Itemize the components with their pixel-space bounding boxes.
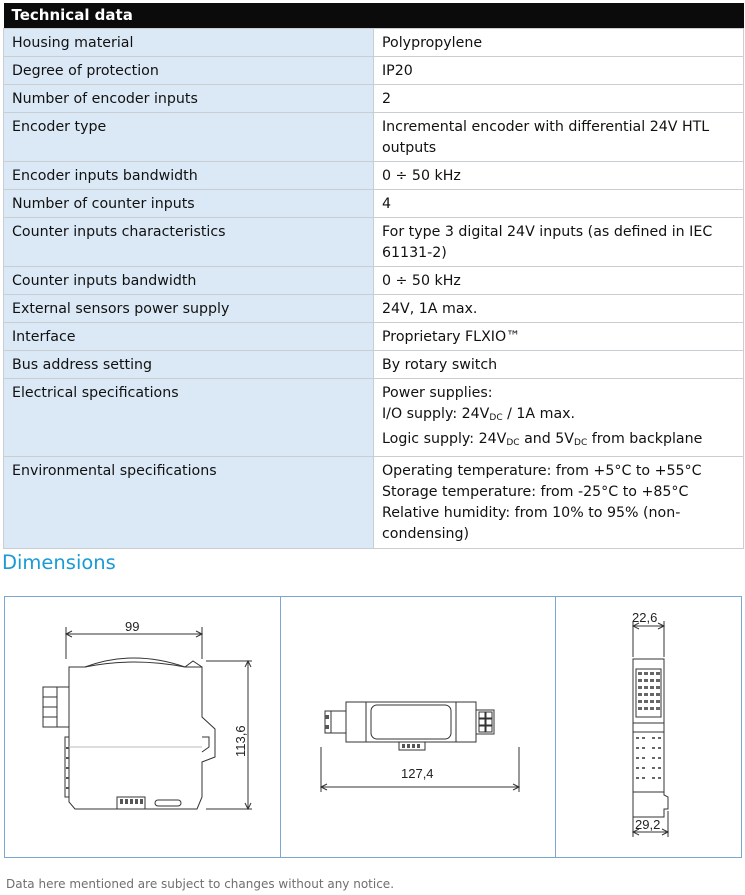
table-row — [4, 295, 744, 323]
row-value: Proprietary FLXIO™ — [374, 323, 744, 351]
environmental-line-3: Relative humidity: from 10% to 95% (non-condensing) — [382, 505, 681, 542]
footnote: Data here mentioned are subject to changes without any notice. — [6, 877, 395, 891]
row-label: Bus address setting — [4, 351, 374, 379]
row-value: 0 ÷ 50 kHz — [374, 162, 744, 190]
environmental-line-1: Operating temperature: from +5°C to +55°C — [382, 463, 702, 479]
dc-subscript: DC — [489, 413, 503, 423]
row-value: 24V, 1A max. — [374, 295, 744, 323]
io-supply-text: I/O supply: 24V — [382, 406, 490, 422]
front-view-svg — [556, 597, 742, 857]
row-value: By rotary switch — [374, 351, 744, 379]
row-value: 0 ÷ 50 kHz — [374, 267, 744, 295]
row-value: Polypropylene — [374, 29, 744, 57]
top-view-drawing — [280, 597, 555, 857]
row-label: Number of counter inputs — [4, 190, 374, 218]
row-value: For type 3 digital 24V inputs (as defined in IEC 61131-2) — [374, 218, 744, 267]
table-row-environmental — [4, 457, 744, 549]
table-row — [4, 218, 744, 267]
row-value-electrical — [374, 379, 744, 457]
dc-subscript: DC — [574, 438, 588, 448]
row-value: 4 — [374, 190, 744, 218]
front-view-drawing — [555, 597, 741, 857]
row-value: 2 — [374, 85, 744, 113]
table-row — [4, 85, 744, 113]
front-width-top-label: 22,6 — [632, 610, 658, 625]
electrical-line-3 — [382, 429, 735, 454]
top-length-label: 127,4 — [401, 766, 434, 781]
table-row — [4, 162, 744, 190]
row-value: IP20 — [374, 57, 744, 85]
side-width-label: 99 — [125, 619, 140, 634]
dimensions-panel — [4, 596, 742, 858]
table-row — [4, 113, 744, 162]
environmental-line-2: Storage temperature: from -25°C to +85°C — [382, 484, 689, 500]
row-label: Electrical specifications — [4, 379, 374, 457]
front-width-bottom-label: 29,2 — [635, 817, 661, 832]
row-value-environmental — [374, 457, 744, 549]
logic-supply-mid: and 5V — [519, 431, 575, 447]
table-title: Technical data — [4, 3, 744, 29]
table-row — [4, 323, 744, 351]
table-row — [4, 267, 744, 295]
row-value: Incremental encoder with differential 24V HTL outputs — [374, 113, 744, 162]
side-view-drawing — [5, 597, 280, 857]
table-row — [4, 190, 744, 218]
electrical-line-2 — [382, 404, 735, 429]
dimensions-title: Dimensions — [2, 551, 116, 574]
row-label: External sensors power supply — [4, 295, 374, 323]
row-label: Number of encoder inputs — [4, 85, 374, 113]
table-row — [4, 351, 744, 379]
row-label: Counter inputs bandwidth — [4, 267, 374, 295]
electrical-line-1: Power supplies: — [382, 385, 493, 401]
row-label: Encoder inputs bandwidth — [4, 162, 374, 190]
top-view-svg — [281, 597, 555, 857]
side-view-svg — [5, 597, 280, 857]
row-label: Encoder type — [4, 113, 374, 162]
row-label: Interface — [4, 323, 374, 351]
io-supply-limit: / 1A max. — [502, 406, 576, 422]
table-header-row — [4, 3, 744, 29]
logic-supply-end: from backplane — [587, 431, 703, 447]
row-label: Environmental specifications — [4, 457, 374, 549]
row-label: Housing material — [4, 29, 374, 57]
table-row-electrical — [4, 379, 744, 457]
logic-supply-text: Logic supply: 24V — [382, 431, 507, 447]
table-row — [4, 57, 744, 85]
table-row — [4, 29, 744, 57]
row-label: Degree of protection — [4, 57, 374, 85]
dc-subscript: DC — [506, 438, 520, 448]
row-label: Counter inputs characteristics — [4, 218, 374, 267]
technical-data-table — [3, 3, 744, 549]
side-height-label: 113,6 — [233, 725, 248, 757]
